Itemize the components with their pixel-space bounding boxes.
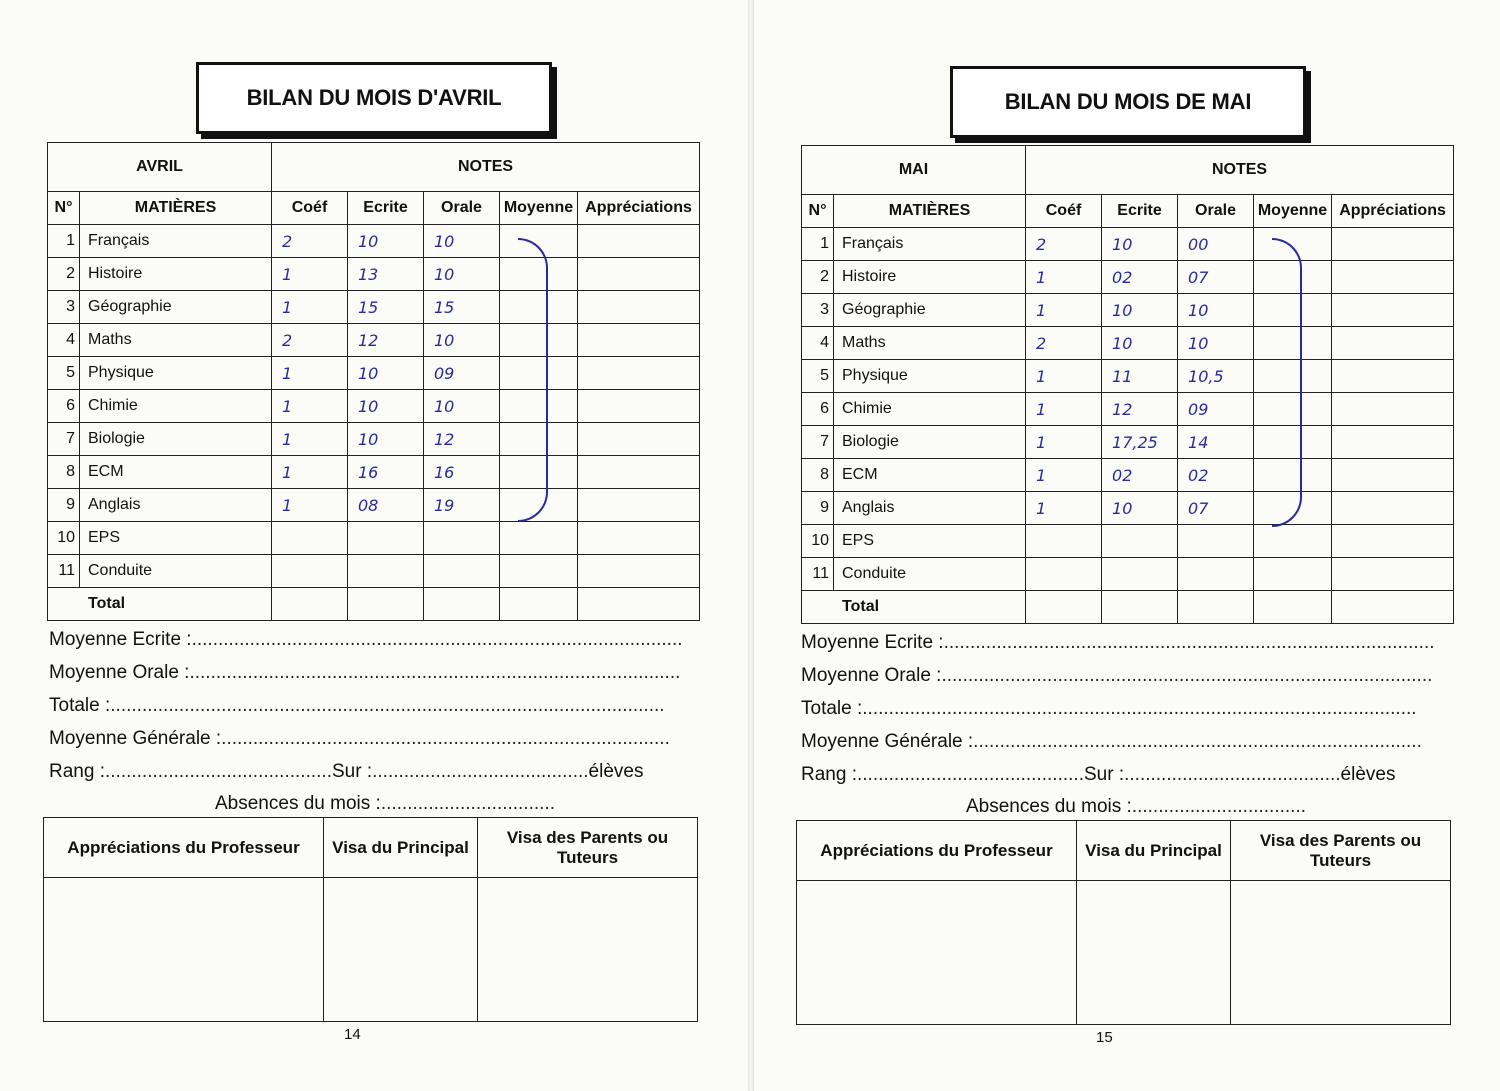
moyenne-value (500, 522, 578, 555)
orale-value (424, 522, 500, 555)
orale-value: 00 (1178, 228, 1254, 261)
orale-value: 10 (424, 225, 500, 258)
coef-value (1026, 525, 1102, 558)
col-coef-header: Coéf (1026, 195, 1102, 228)
ecrite-value: 10 (1102, 228, 1178, 261)
orale-value (1178, 525, 1254, 558)
col-orale-header: Orale (1178, 195, 1254, 228)
table-row (802, 426, 1454, 459)
orale-value: 10 (424, 258, 500, 291)
table-row (48, 324, 700, 357)
coef-value: 1 (272, 489, 348, 522)
page-left (0, 0, 745, 1091)
orale-value: 10 (1178, 294, 1254, 327)
total-cell (1026, 591, 1102, 624)
dotted-line: ................................. (380, 793, 556, 814)
col-subject-header: MATIÈRES (834, 195, 1026, 228)
col-appreciations-header: Appréciations (578, 192, 700, 225)
dotted-line: ......................................... (1124, 764, 1341, 785)
col-number-header: N° (48, 192, 80, 225)
appreciation-value (578, 456, 700, 489)
ecrite-value: 10 (348, 423, 424, 456)
dotted-line: ..................................................................................... (221, 728, 670, 749)
moyenne-orale-label: Moyenne Orale : (801, 665, 942, 686)
col-ecrite-header: Ecrite (1102, 195, 1178, 228)
totale-label: Totale : (801, 698, 863, 719)
ecrite-value: 12 (348, 324, 424, 357)
subject-name: Biologie (834, 426, 1026, 459)
row-number: 7 (48, 423, 80, 456)
coef-value (1026, 558, 1102, 591)
table-row (802, 459, 1454, 492)
orale-value: 10,5 (1178, 360, 1254, 393)
page-number: 14 (344, 1026, 361, 1043)
row-number: 8 (802, 459, 834, 492)
orale-value: 10 (1178, 327, 1254, 360)
page-title: BILAN DU MOIS DE MAI (950, 66, 1306, 138)
total-cell (1178, 591, 1254, 624)
subject-name: Français (834, 228, 1026, 261)
coef-value: 2 (1026, 327, 1102, 360)
eleves-label: élèves (588, 761, 644, 782)
sur-label: Sur : (1083, 764, 1125, 785)
table-row (48, 390, 700, 423)
appreciation-value (578, 555, 700, 588)
appreciation-value (578, 357, 700, 390)
table-row (802, 558, 1454, 591)
subject-name: Français (80, 225, 272, 258)
ecrite-value: 02 (1102, 459, 1178, 492)
rang-label: Rang : (801, 764, 857, 785)
parents-signature-box (1231, 881, 1451, 1025)
row-number: 9 (48, 489, 80, 522)
coef-value: 1 (1026, 393, 1102, 426)
table-row (48, 522, 700, 555)
ecrite-value: 10 (1102, 294, 1178, 327)
appreciation-value (1332, 459, 1454, 492)
orale-value: 09 (424, 357, 500, 390)
ecrite-value: 15 (348, 291, 424, 324)
row-number: 5 (48, 357, 80, 390)
table-row (802, 492, 1454, 525)
appreciation-value (578, 324, 700, 357)
ecrite-value: 02 (1102, 261, 1178, 294)
row-number: 11 (802, 558, 834, 591)
notes-header: NOTES (272, 143, 700, 192)
professor-appreciation-header: Appréciations du Professeur (44, 818, 324, 878)
professor-signature-box (797, 881, 1077, 1025)
appreciation-value (578, 390, 700, 423)
col-ecrite-header: Ecrite (348, 192, 424, 225)
subject-name: Anglais (834, 492, 1026, 525)
orale-value: 12 (424, 423, 500, 456)
orale-value: 16 (424, 456, 500, 489)
rang-label: Rang : (49, 761, 105, 782)
dotted-line: ......................................... (372, 761, 589, 782)
grades-table (801, 145, 1454, 624)
dotted-line: ................................. (1131, 796, 1307, 817)
coef-value: 2 (272, 324, 348, 357)
appreciation-value (1332, 360, 1454, 393)
month-header: AVRIL (48, 143, 272, 192)
orale-value: 19 (424, 489, 500, 522)
subject-name: Géographie (80, 291, 272, 324)
coef-value: 1 (1026, 261, 1102, 294)
col-appreciations-header: Appréciations (1332, 195, 1454, 228)
table-row (48, 489, 700, 522)
dotted-line: ............................................................................................. (189, 662, 681, 683)
total-cell (500, 588, 578, 621)
ecrite-value: 10 (348, 390, 424, 423)
ecrite-value: 08 (348, 489, 424, 522)
principal-signature-box (1077, 881, 1231, 1025)
dotted-line: ......................................................................................................... (110, 695, 665, 716)
moyenne-generale-label: Moyenne Générale : (801, 731, 974, 752)
moyenne-orale-label: Moyenne Orale : (49, 662, 190, 683)
table-row (48, 555, 700, 588)
appreciation-value (1332, 558, 1454, 591)
moyenne-ecrite-label: Moyenne Ecrite : (49, 629, 192, 650)
sur-label: Sur : (331, 761, 373, 782)
moyenne-ecrite-label: Moyenne Ecrite : (801, 632, 944, 653)
grades-table (47, 142, 700, 621)
row-number: 3 (48, 291, 80, 324)
coef-value: 1 (1026, 426, 1102, 459)
parents-signature-box (478, 878, 698, 1022)
total-cell (1102, 591, 1178, 624)
subject-name: Biologie (80, 423, 272, 456)
absences-label: Absences du mois : (215, 793, 381, 814)
row-number: 9 (802, 492, 834, 525)
table-row (802, 393, 1454, 426)
appreciation-value (578, 291, 700, 324)
dotted-line: ............................................................................................. (943, 632, 1435, 653)
signature-table (796, 820, 1451, 1025)
professor-appreciation-header: Appréciations du Professeur (797, 821, 1077, 881)
appreciation-value (578, 225, 700, 258)
orale-value: 07 (1178, 492, 1254, 525)
dotted-line: ............................................................................................. (941, 665, 1433, 686)
handwritten-bracket (518, 238, 548, 522)
ecrite-value: 13 (348, 258, 424, 291)
table-row (802, 360, 1454, 393)
appreciation-value (578, 522, 700, 555)
total-cell (348, 588, 424, 621)
dotted-line: ........................................... (104, 761, 332, 782)
summary-section (49, 623, 701, 788)
parents-visa-header: Visa des Parents ou Tuteurs (1231, 821, 1451, 881)
appreciation-value (578, 489, 700, 522)
row-number: 1 (48, 225, 80, 258)
coef-value: 1 (272, 291, 348, 324)
moyenne-value (1254, 558, 1332, 591)
appreciation-value (1332, 492, 1454, 525)
table-row (802, 228, 1454, 261)
eleves-label: élèves (1340, 764, 1396, 785)
table-row (48, 291, 700, 324)
col-moyenne-header: Moyenne (1254, 195, 1332, 228)
dotted-line: ............................................................................................. (191, 629, 683, 650)
table-row (48, 258, 700, 291)
subject-name: EPS (80, 522, 272, 555)
dotted-line: ........................................... (856, 764, 1084, 785)
coef-value: 2 (1026, 228, 1102, 261)
totale-label: Totale : (49, 695, 111, 716)
subject-name: Anglais (80, 489, 272, 522)
row-number: 11 (48, 555, 80, 588)
ecrite-value: 11 (1102, 360, 1178, 393)
orale-value: 07 (1178, 261, 1254, 294)
page-right (754, 0, 1499, 1091)
orale-value: 15 (424, 291, 500, 324)
orale-value: 10 (424, 390, 500, 423)
subject-name: Histoire (80, 258, 272, 291)
col-subject-header: MATIÈRES (80, 192, 272, 225)
subject-name: ECM (80, 456, 272, 489)
subject-name: Physique (834, 360, 1026, 393)
table-row (802, 294, 1454, 327)
total-cell (578, 588, 700, 621)
row-number: 2 (48, 258, 80, 291)
coef-value: 1 (272, 456, 348, 489)
subject-name: Géographie (834, 294, 1026, 327)
total-cell (272, 588, 348, 621)
ecrite-value (348, 522, 424, 555)
coef-value: 1 (272, 423, 348, 456)
subject-name: EPS (834, 525, 1026, 558)
row-number: 4 (802, 327, 834, 360)
orale-value: 02 (1178, 459, 1254, 492)
orale-value: 14 (1178, 426, 1254, 459)
row-number: 6 (48, 390, 80, 423)
signature-table (43, 817, 698, 1022)
row-number: 7 (802, 426, 834, 459)
ecrite-value: 10 (1102, 492, 1178, 525)
moyenne-value (1254, 525, 1332, 558)
appreciation-value (1332, 228, 1454, 261)
table-row (48, 357, 700, 390)
ecrite-value: 10 (1102, 327, 1178, 360)
coef-value: 1 (272, 258, 348, 291)
total-label: Total (802, 591, 1026, 624)
table-row (48, 423, 700, 456)
principal-visa-header: Visa du Principal (324, 818, 478, 878)
coef-value: 1 (1026, 294, 1102, 327)
appreciation-value (1332, 327, 1454, 360)
handwritten-bracket (1272, 238, 1302, 527)
table-row (802, 327, 1454, 360)
subject-name: Chimie (834, 393, 1026, 426)
table-row (48, 225, 700, 258)
page-title: BILAN DU MOIS D'AVRIL (196, 62, 552, 134)
moyenne-generale-label: Moyenne Générale : (49, 728, 222, 749)
coef-value: 1 (1026, 459, 1102, 492)
orale-value: 10 (424, 324, 500, 357)
appreciation-value (1332, 393, 1454, 426)
appreciation-value (578, 423, 700, 456)
row-number: 5 (802, 360, 834, 393)
row-number: 4 (48, 324, 80, 357)
orale-value (424, 555, 500, 588)
coef-value: 1 (272, 357, 348, 390)
subject-name: Chimie (80, 390, 272, 423)
appreciation-value (1332, 294, 1454, 327)
ecrite-value (348, 555, 424, 588)
subject-name: Maths (834, 327, 1026, 360)
appreciation-value (1332, 261, 1454, 294)
row-number: 2 (802, 261, 834, 294)
col-orale-header: Orale (424, 192, 500, 225)
total-label: Total (48, 588, 272, 621)
principal-signature-box (324, 878, 478, 1022)
dotted-line: ..................................................................................... (973, 731, 1422, 752)
subject-name: Conduite (80, 555, 272, 588)
table-row (802, 525, 1454, 558)
orale-value (1178, 558, 1254, 591)
col-coef-header: Coéf (272, 192, 348, 225)
total-cell (1332, 591, 1454, 624)
subject-name: Maths (80, 324, 272, 357)
moyenne-value (500, 555, 578, 588)
dotted-line: ......................................................................................................... (862, 698, 1417, 719)
subject-name: ECM (834, 459, 1026, 492)
coef-value: 2 (272, 225, 348, 258)
subject-name: Physique (80, 357, 272, 390)
coef-value: 1 (272, 390, 348, 423)
ecrite-value (1102, 525, 1178, 558)
appreciation-value (1332, 426, 1454, 459)
table-row (48, 456, 700, 489)
principal-visa-header: Visa du Principal (1077, 821, 1231, 881)
coef-value (272, 555, 348, 588)
coef-value: 1 (1026, 360, 1102, 393)
row-number: 1 (802, 228, 834, 261)
parents-visa-header: Visa des Parents ou Tuteurs (478, 818, 698, 878)
table-row (802, 261, 1454, 294)
month-header: MAI (802, 146, 1026, 195)
absences-label: Absences du mois : (966, 796, 1132, 817)
ecrite-value: 12 (1102, 393, 1178, 426)
ecrite-value (1102, 558, 1178, 591)
appreciation-value (1332, 525, 1454, 558)
subject-name: Conduite (834, 558, 1026, 591)
row-number: 10 (48, 522, 80, 555)
coef-value: 1 (1026, 492, 1102, 525)
subject-name: Histoire (834, 261, 1026, 294)
total-cell (1254, 591, 1332, 624)
row-number: 6 (802, 393, 834, 426)
col-moyenne-header: Moyenne (500, 192, 578, 225)
row-number: 3 (802, 294, 834, 327)
ecrite-value: 10 (348, 357, 424, 390)
ecrite-value: 17,25 (1102, 426, 1178, 459)
summary-section (801, 626, 1453, 791)
notes-header: NOTES (1026, 146, 1454, 195)
row-number: 10 (802, 525, 834, 558)
appreciation-value (578, 258, 700, 291)
total-cell (424, 588, 500, 621)
ecrite-value: 10 (348, 225, 424, 258)
orale-value: 09 (1178, 393, 1254, 426)
col-number-header: N° (802, 195, 834, 228)
page-number: 15 (1096, 1029, 1113, 1046)
professor-signature-box (44, 878, 324, 1022)
row-number: 8 (48, 456, 80, 489)
coef-value (272, 522, 348, 555)
ecrite-value: 16 (348, 456, 424, 489)
